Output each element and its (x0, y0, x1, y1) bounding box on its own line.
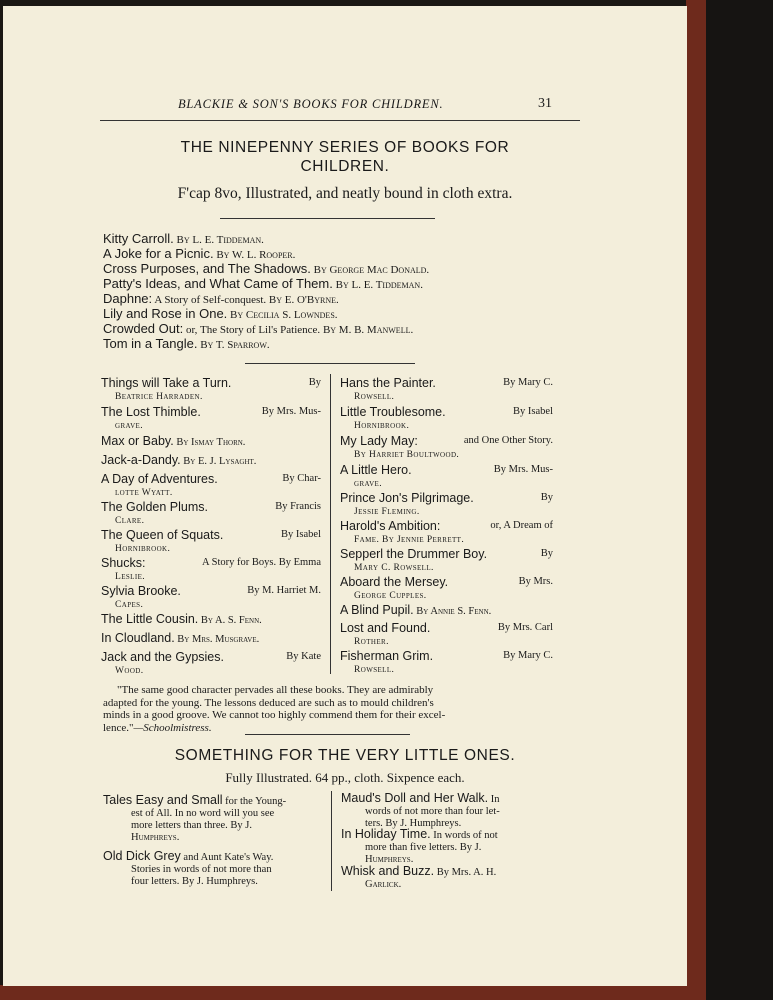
book-entry: Patty's Ideas, and What Came of Them. By L. E. Tiddeman. (103, 276, 423, 291)
book-entry: Aboard the Mersey. By Mrs. George Cupples. (340, 575, 553, 601)
book-entry: Crowded Out: or, The Story of Lil's Patience. By M. B. Manwell. (103, 321, 414, 336)
book-entry: Old Dick Grey and Aunt Kate's Way. Stories in words of not more than four letters. By J. Humphreys. (103, 849, 274, 887)
divider (245, 363, 415, 364)
book-entry: Lost and Found. By Mrs. Carl Rother. (340, 621, 553, 647)
page-number: 31 (538, 96, 552, 111)
column-rule (331, 791, 332, 891)
book-entry: Sepperl the Drummer Boy. By Mary C. Rowsell. (340, 547, 553, 573)
book-entry: A Little Hero. By Mrs. Mus- grave. (340, 463, 553, 489)
book-entry: In Holiday Time. In words of not more than five letters. By J. Humphreys. (341, 827, 498, 865)
book-entry: My Lady May: and One Other Story. By Harriet Boultwood. (340, 434, 553, 460)
book-entry: Harold's Ambition: or, A Dream of Fame. By Jennie Perrett. (340, 519, 553, 545)
book-entry: Max or Baby. By Ismay Thorn. (101, 434, 246, 448)
book-entry: Prince Jon's Pilgrimage. By Jessie Fleming. (340, 491, 553, 517)
book-entry: Lily and Rose in One. By Cecilia S. Lowndes. (103, 306, 338, 321)
book-entry: A Day of Adventures. By Char- lotte Wyatt. (101, 472, 321, 498)
book-entry: Fisherman Grim. By Mary C. Rowsell. (340, 649, 553, 675)
book-entry: A Joke for a Picnic. By W. L. Rooper. (103, 246, 296, 261)
book-entry: Tales Easy and Small for the Young- est of All. In no word will you see more letters than three. By J. Humphreys. (103, 793, 287, 843)
book-page (3, 6, 687, 986)
book-entry: Little Troublesome. By Isabel Hornibrook. (340, 405, 553, 431)
review-quote: "The same good character pervades all these books. They are admirably adapted for the young. The lessons deduced are such as to mould children's minds in a good groove. We cannot too highly commend them for their excel- lence."—Schoolmistress. (103, 684, 446, 734)
quote-source: —Schoolmistress. (133, 721, 212, 734)
divider (220, 218, 435, 219)
book-entry: Cross Purposes, and The Shadows. By George Mac Donald. (103, 261, 430, 276)
book-entry: Maud's Doll and Her Walk. In words of not more than four let- ters. By J. Humphreys. (341, 791, 500, 829)
section2-title: SOMETHING FOR THE VERY LITTLE ONES. (174, 747, 516, 764)
section2-subtitle: Fully Illustrated. 64 pp., cloth. Sixpence each. (225, 770, 465, 785)
book-entry: The Lost Thimble. By Mrs. Mus- grave. (101, 405, 321, 431)
book-spine-edge (686, 0, 706, 1000)
book-entry: Things will Take a Turn. By Beatrice Harraden. (101, 376, 321, 402)
book-entry: The Little Cousin. By A. S. Fenn. (101, 612, 262, 626)
running-title: BLACKIE & SON'S BOOKS FOR CHILDREN. (178, 97, 444, 111)
background (706, 0, 773, 1000)
book-entry: Tom in a Tangle. By T. Sparrow. (103, 336, 270, 351)
book-entry: Whisk and Buzz. By Mrs. A. H. Garlick. (341, 864, 497, 890)
book-entry: Kitty Carroll. By L. E. Tiddeman. (103, 231, 264, 246)
book-entry: Jack-a-Dandy. By E. J. Lysaght. (101, 453, 257, 467)
divider (245, 734, 410, 735)
book-entry: In Cloudland. By Mrs. Musgrave. (101, 631, 260, 645)
book-entry: Shucks: A Story for Boys. By Emma Leslie. (101, 556, 321, 582)
book-entry: Sylvia Brooke. By M. Harriet M. Capes. (101, 584, 321, 610)
section-title-line1: THE NINEPENNY SERIES OF BOOKS FOR (180, 139, 510, 156)
book-entry: Jack and the Gypsies. By Kate Wood. (101, 650, 321, 676)
section-subtitle: F'cap 8vo, Illustrated, and neatly bound in cloth extra. (177, 185, 513, 202)
book-entry: Daphne: A Story of Self-conquest. By E. O'Byrne. (103, 291, 339, 306)
column-rule (330, 374, 331, 674)
book-entry: The Golden Plums. By Francis Clare. (101, 500, 321, 526)
book-cover-edge (0, 985, 706, 1000)
header-rule (100, 120, 580, 121)
book-entry: Hans the Painter. By Mary C. Rowsell. (340, 376, 553, 402)
book-entry: A Blind Pupil. By Annie S. Fenn. (340, 603, 492, 617)
book-entry: The Queen of Squats. By Isabel Hornibrook. (101, 528, 321, 554)
section-title-line2: CHILDREN. (300, 158, 390, 175)
